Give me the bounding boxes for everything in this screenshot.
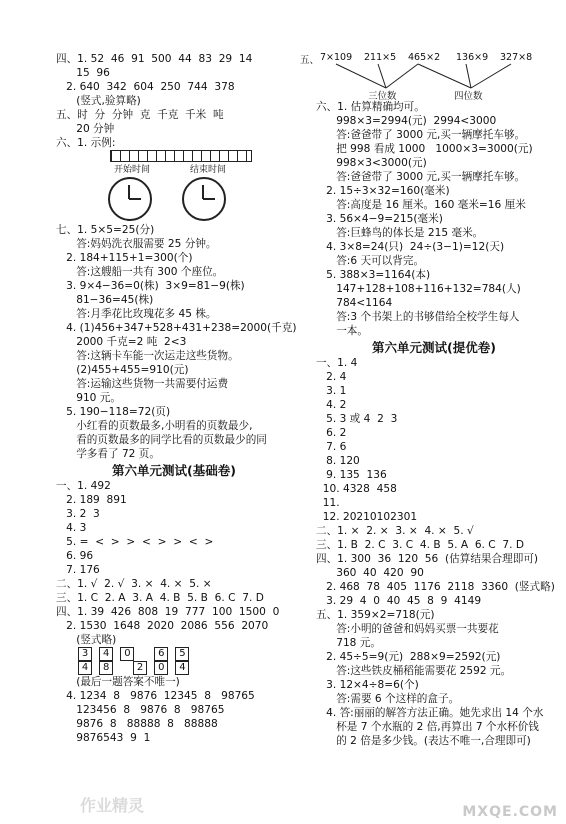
answer-line: 答:3 个书架上的书够借给全校学生每人 <box>316 311 520 323</box>
answer-line: (竖式,验算略) <box>56 95 141 107</box>
answer-line: 3. 9×4−36=0(株) 3×9=81−9(株) <box>56 280 245 292</box>
clock-caption-end: 结束时间 <box>190 165 227 175</box>
section-title-advanced: 第六单元测试(提优卷) <box>372 340 496 355</box>
answer-line: 81−36=45(株) <box>56 294 154 306</box>
answer-line: 5. = < > > < > > < > <box>56 536 214 548</box>
answer-line: 答:这些铁皮桶稻能需要花 2592 元。 <box>316 665 512 677</box>
clock-icon <box>108 177 152 221</box>
answer-line: 2. 1530 1648 2020 2086 556 2070 <box>56 620 269 632</box>
answer-line: 15 96 <box>56 67 110 79</box>
answer-line: 六、1. 示例: <box>56 137 116 149</box>
answer-line: 二、1. √ 2. √ 3. × 4. × 5. × <box>56 578 212 590</box>
diagram-item: 211×5 <box>364 52 397 63</box>
answer-line: 三、1. C 2. A 3. A 4. B 5. B 6. C 7. D <box>56 592 264 604</box>
answer-line: 四、1. 52 46 91 500 44 83 29 14 <box>56 53 253 65</box>
answer-line: 二、1. × 2. × 3. × 4. × 5. √ <box>316 525 474 537</box>
diagram-item: 136×9 <box>456 52 489 63</box>
answer-line: 5. 3 或 4 2 3 <box>316 413 398 425</box>
answer-line: 8. 120 <box>316 455 360 467</box>
diagram-group: 四位数 <box>454 91 483 102</box>
answer-line: 4. 2 <box>316 399 347 411</box>
answer-line: 2. 468 78 405 1176 2118 3360 (竖式略) <box>316 581 555 593</box>
digit-box: 5 <box>175 647 189 661</box>
answer-line: 9. 135 136 <box>316 469 387 481</box>
clock-icon <box>182 177 226 221</box>
answer-line: 答:需要 6 个这样的盒子。 <box>316 693 460 705</box>
answer-line: 7. 6 <box>316 441 347 453</box>
digit-box: 4 <box>99 647 113 661</box>
answer-line: 2. 4 <box>316 371 347 383</box>
answer-line: 910 元。 <box>56 392 121 404</box>
answer-line: 答:这艘船一共有 300 个座位。 <box>56 266 224 278</box>
answer-line: 9876 8 88888 8 88888 <box>56 718 218 730</box>
answer-line: 20 分钟 <box>56 123 115 135</box>
answer-line: 2. 640 342 604 250 744 378 <box>56 81 235 93</box>
answer-line: 答:6 天可以背完。 <box>316 255 425 267</box>
answer-line: 3. 12×4÷8=6(个) <box>316 679 419 691</box>
answer-line: 四、1. 39 426 808 19 777 100 1500 0 <box>56 606 280 618</box>
answer-line: 2000 千克=2 吨 2<3 <box>56 336 187 348</box>
answer-line: 答:高度是 16 厘米。160 毫米=16 厘米 <box>316 199 526 211</box>
watermark: MXQE.COM <box>462 804 558 820</box>
answer-line: 12. 20210102301 <box>316 511 418 523</box>
answer-line: 答:巨蜂鸟的体长是 215 毫米。 <box>316 227 484 239</box>
right-column <box>300 52 555 748</box>
answer-line: 3. 56×4−9=215(毫米) <box>316 213 443 225</box>
stamp-logo: 作业精灵 <box>80 796 145 815</box>
digit-box: 0 <box>120 647 134 661</box>
answer-line: 答:这辆卡车能一次运走这些货物。 <box>56 350 239 362</box>
diagram-item: 465×2 <box>408 52 441 63</box>
answer-line: 5. 190−118=72(页) <box>56 406 171 418</box>
answer-line: 123456 8 9876 8 98765 <box>56 704 225 716</box>
digit-box: 4 <box>175 661 189 675</box>
answer-line: 一本。 <box>316 325 368 337</box>
answer-line: 六、1. 估算精确均可。 <box>316 101 425 113</box>
answer-line: 2. 15÷3×32=160(毫米) <box>316 185 450 197</box>
answer-line: 一、1. 4 <box>316 357 358 369</box>
digit-box: 0 <box>154 661 168 675</box>
answer-line: 6. 96 <box>56 550 94 562</box>
answer-line: 9876543 9 1 <box>56 732 151 744</box>
answer-line: 4. 3 <box>56 522 87 534</box>
answer-line: 七、1. 5×5=25(分) <box>56 224 155 236</box>
answer-line: (最后一题答案不唯一) <box>56 676 180 688</box>
answer-line: 把 998 看成 1000 1000×3=3000(元) <box>316 143 533 155</box>
clock-captions <box>114 162 292 175</box>
answer-line: 784<1164 <box>316 297 393 309</box>
answer-line: 6. 2 <box>316 427 347 439</box>
answer-line: 998×3<3000(元) <box>316 157 427 169</box>
answer-line: 答:爸爸带了 3000 元,买一辆摩托车够。 <box>316 171 526 183</box>
answer-line: 998×3=2994(元) 2994<3000 <box>316 115 497 127</box>
digit-box: 2 <box>133 661 147 675</box>
left-column <box>56 52 297 745</box>
answer-line: 答:爸爸带了 3000 元,买一辆摩托车够。 <box>316 129 526 141</box>
answer-line: 360 40 420 90 <box>316 567 424 579</box>
answer-line: 一、1. 492 <box>56 480 111 492</box>
digit-box: 3 <box>78 647 92 661</box>
digit-box-puzzle <box>76 647 292 675</box>
section-title-basic: 第六单元测试(基础卷) <box>112 463 236 478</box>
diagram-label: 五、 <box>300 55 320 66</box>
answer-line: 答:小明的爸爸和妈妈买票一共要花 <box>316 623 499 635</box>
answer-line: 2. 45÷5=9(元) 288×9=2592(元) <box>316 651 501 663</box>
answer-line: 2. 189 891 <box>56 494 127 506</box>
answer-line: 10. 4328 458 <box>316 483 397 495</box>
matching-diagram <box>300 52 552 102</box>
right-lines-b <box>316 356 555 748</box>
left-lines-b <box>56 223 297 461</box>
answer-line: 答:月季花比玫瑰花多 45 株。 <box>56 308 217 320</box>
digit-box: 4 <box>78 661 92 675</box>
answer-line: (2)455+455=910(元) <box>56 364 189 376</box>
diagram-group: 三位数 <box>368 91 397 102</box>
answer-line: 3. 29 4 0 40 45 8 9 4149 <box>316 595 482 607</box>
digit-box: 6 <box>154 647 168 661</box>
answer-line: (竖式略) <box>56 634 117 646</box>
answer-line: 看的页数最多的同学比看的页数最少的同 <box>56 434 267 446</box>
answer-line: 4. 答:丽丽的解答方法正确。她先求出 14 个水 <box>316 707 544 719</box>
answer-line: 四、1. 300 36 120 56 (估算结果合理即可) <box>316 553 539 565</box>
answer-line: 4. 3×8=24(只) 24÷(3−1)=12(天) <box>316 241 505 253</box>
answer-line: 147+128+108+116+132=784(人) <box>316 283 521 295</box>
answer-line: 5. 388×3=1164(本) <box>316 269 431 281</box>
answer-line: 杯是 7 个水瓶的 2 倍,再算出 7 个水杯价钱 <box>316 721 539 733</box>
answer-line: 7. 176 <box>56 564 100 576</box>
left-lines-d <box>56 675 292 745</box>
diagram-item: 7×109 <box>320 52 353 63</box>
answer-line: 2. 184+115+1=300(个) <box>56 252 193 264</box>
answer-line: 五、1. 359×2=718(元) <box>316 609 435 621</box>
ruler-figure <box>110 150 252 162</box>
answer-line: 答:妈妈洗衣服需要 25 分钟。 <box>56 238 217 250</box>
answer-line: 五、时 分 分钟 克 千克 千米 吨 <box>56 109 224 121</box>
right-lines-a <box>316 100 552 338</box>
answer-line: 11. <box>316 497 343 509</box>
answer-line: 3. 2 3 <box>56 508 100 520</box>
left-lines-a <box>56 52 292 150</box>
digit-box: 8 <box>99 661 113 675</box>
answer-line: 答:运输这些货物一共需要付运费 <box>56 378 229 390</box>
answer-line: 学多看了 72 页。 <box>56 448 160 460</box>
clock-figures <box>108 177 292 221</box>
answer-line: 718 元。 <box>316 637 381 649</box>
answer-line: 小红看的页数最多,小明看的页数最少, <box>56 420 253 432</box>
diagram-item: 327×8 <box>500 52 533 63</box>
left-lines-c <box>56 479 292 647</box>
answer-line: 的 2 倍是多少钱。(表达不唯一,合理即可) <box>316 735 531 747</box>
answer-line: 3. 1 <box>316 385 347 397</box>
answer-line: 4. (1)456+347+528+431+238=2000(千克) <box>56 322 297 334</box>
clock-caption-start: 开始时间 <box>114 165 151 175</box>
answer-line: 三、1. B 2. C 3. C 4. B 5. A 6. C 7. D <box>316 539 525 551</box>
answer-line: 4. 1234 8 9876 12345 8 98765 <box>56 690 255 702</box>
